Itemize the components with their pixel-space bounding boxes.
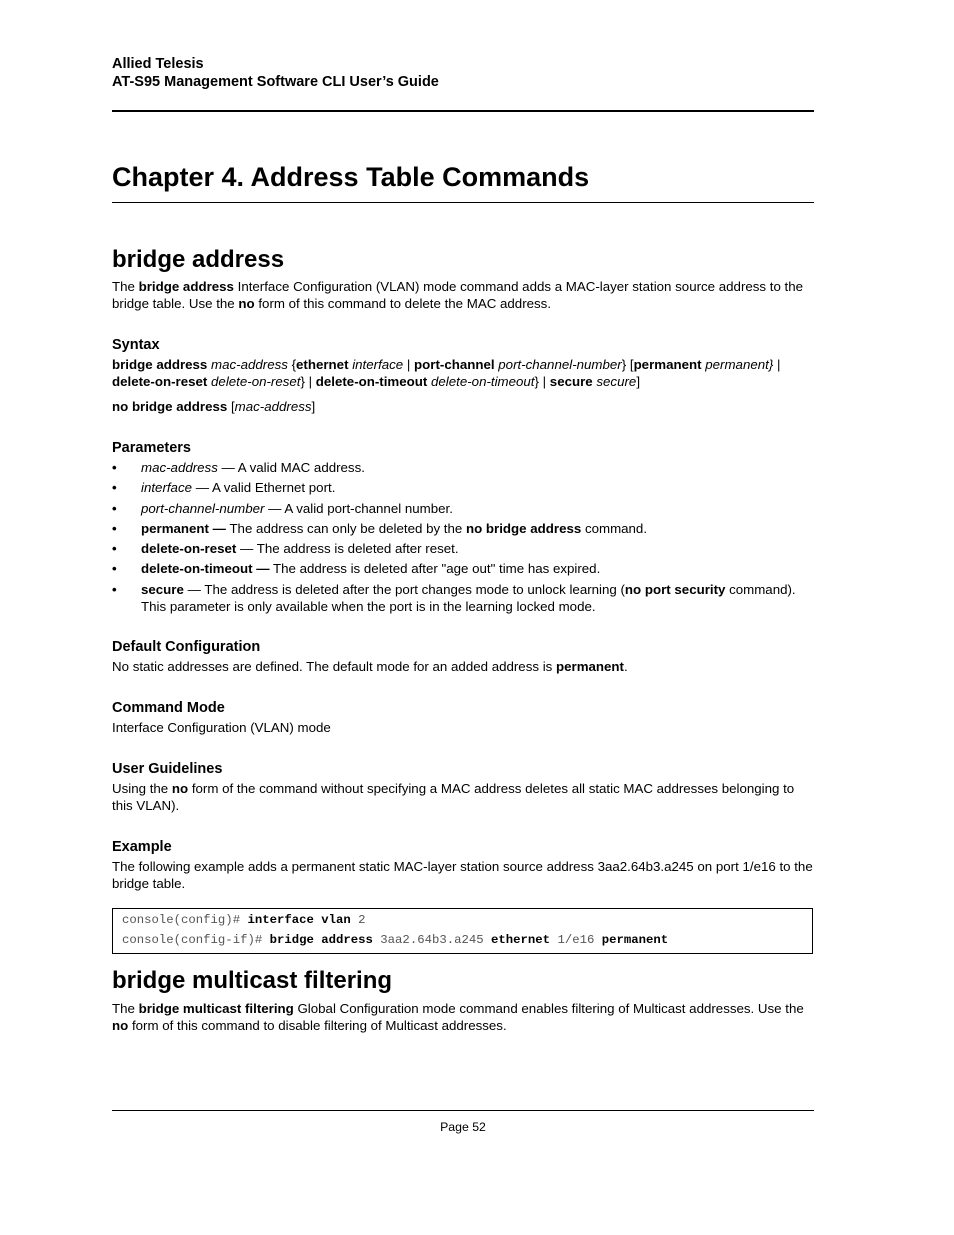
default-config-heading: Default Configuration: [112, 639, 261, 655]
bridge-multicast-intro: The bridge multicast filtering Global Configuration mode command enables filtering of Multicast addresses. Use the no form of this command to disable filtering of Multicast addresses.: [112, 1001, 804, 1033]
list-item: • delete-on-timeout — The address is deleted after "age out" time has expired.: [112, 561, 601, 577]
user-guidelines-text: Using the no form of the command without specifying a MAC address deletes all static MAC addresses belonging to this VLAN).: [112, 781, 795, 813]
user-guidelines-heading: User Guidelines: [112, 761, 223, 777]
bullet-icon: •: [112, 581, 117, 597]
list-item: • permanent — The address can only be deleted by the no bridge address command.: [112, 520, 648, 536]
code-block: [112, 908, 813, 954]
syntax-heading: Syntax: [112, 337, 160, 353]
syntax-line-no-form: no bridge address [mac-address]: [112, 399, 316, 414]
example-heading: Example: [112, 839, 172, 855]
section-title-bridge-multicast-filtering: bridge multicast filtering: [112, 967, 393, 994]
bullet-icon: •: [112, 520, 117, 536]
bullet-icon: •: [112, 541, 117, 557]
syntax-line-1: bridge address mac-address {ethernet interface | port-channel port-channel-number} [permanent permanent} |: [112, 357, 781, 372]
header-rule: [112, 110, 814, 112]
list-item: • delete-on-reset — The address is deleted after reset.: [112, 541, 459, 557]
footer-rule: [112, 1110, 814, 1111]
code-line-1: console(config)# interface vlan 2: [122, 913, 366, 927]
chapter-rule: [112, 202, 814, 203]
page-number: Page 52: [440, 1120, 486, 1134]
chapter-title: Chapter 4. Address Table Commands: [112, 162, 590, 192]
command-mode-text: Interface Configuration (VLAN) mode: [112, 720, 331, 735]
parameters-list: [112, 459, 813, 618]
section-title-bridge-address: bridge address: [112, 246, 285, 273]
bullet-icon: •: [112, 561, 117, 577]
bullet-icon: •: [112, 480, 117, 496]
default-config-text: No static addresses are defined. The default mode for an added address is permanent.: [112, 659, 628, 674]
example-text: The following example adds a permanent static MAC-layer station source address 3aa2.64b3.a245 on port 1/e16 to the bridge table.: [112, 859, 813, 891]
list-item: • interface — A valid Ethernet port.: [112, 480, 336, 496]
header-company: Allied Telesis: [112, 56, 204, 72]
syntax-line-2: delete-on-reset delete-on-reset} | delete-on-timeout delete-on-timeout} | secure secure]: [112, 374, 641, 389]
parameters-heading: Parameters: [112, 440, 191, 456]
header-guide-title: AT-S95 Management Software CLI User’s Guide: [112, 74, 439, 90]
list-item: • mac-address — A valid MAC address.: [112, 460, 365, 475]
command-mode-heading: Command Mode: [112, 700, 225, 716]
list-item: • port-channel-number — A valid port-channel number.: [112, 500, 453, 516]
code-line-2: console(config-if)# bridge address 3aa2.64b3.a245 ethernet 1/e16 permanent: [122, 933, 669, 947]
bridge-address-intro: The bridge address Interface Configuration (VLAN) mode command adds a MAC-layer station source address to the bridge table. Use the no form of this command to delete the MAC address.: [112, 279, 804, 311]
bullet-icon: •: [112, 460, 117, 475]
list-item: • secure — The address is deleted after the port changes mode to unlock learning (no port security command). This parameter is only available when the port is in the learning locked mode.: [112, 581, 796, 614]
bullet-icon: •: [112, 500, 117, 516]
